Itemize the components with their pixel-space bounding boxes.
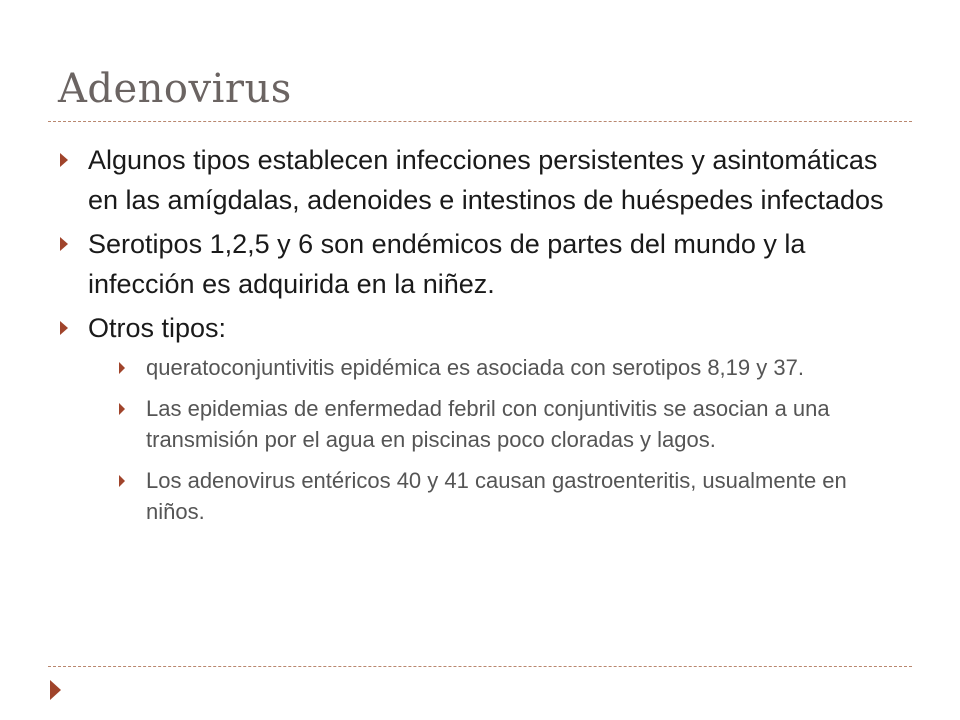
bullet-triangle-icon bbox=[60, 153, 68, 167]
sub-bullet-item bbox=[88, 352, 908, 383]
footer-divider bbox=[48, 666, 912, 667]
sub-bullet-triangle-icon bbox=[119, 475, 125, 487]
sub-bullet-triangle-icon bbox=[119, 403, 125, 415]
bullet-item bbox=[58, 224, 908, 304]
bullet-triangle-icon bbox=[60, 237, 68, 251]
bullet-list bbox=[58, 140, 908, 537]
bullet-text: Algunos tipos establecen infecciones persistentes y asintomáticas en las amígdalas, adenoides e intestinos de huéspedes infectados bbox=[88, 145, 884, 215]
sub-bullet-item bbox=[88, 465, 908, 527]
bullet-text: Serotipos 1,2,5 y 6 son endémicos de partes del mundo y la infección es adquirida en la niñez. bbox=[88, 229, 806, 299]
bullet-triangle-icon bbox=[60, 321, 68, 335]
sub-bullet-item bbox=[88, 393, 908, 455]
bullet-text: Otros tipos: bbox=[88, 313, 227, 343]
sub-bullet-text: Los adenovirus entéricos 40 y 41 causan gastroenteritis, usualmente en niños. bbox=[146, 468, 847, 524]
sub-bullet-text: Las epidemias de enfermedad febril con conjuntivitis se asocian a una transmisión por el agua en piscinas poco cloradas y lagos. bbox=[146, 396, 830, 452]
bullet-item bbox=[58, 308, 908, 527]
sub-bullet-text: queratoconjuntivitis epidémica es asociada con serotipos 8,19 y 37. bbox=[146, 355, 804, 380]
slide-title: Adenovirus bbox=[58, 66, 292, 112]
sub-bullet-triangle-icon bbox=[119, 362, 125, 374]
bullet-item bbox=[58, 140, 908, 220]
corner-triangle-icon bbox=[50, 680, 61, 700]
sub-bullet-list bbox=[88, 352, 908, 527]
title-divider bbox=[48, 121, 912, 122]
